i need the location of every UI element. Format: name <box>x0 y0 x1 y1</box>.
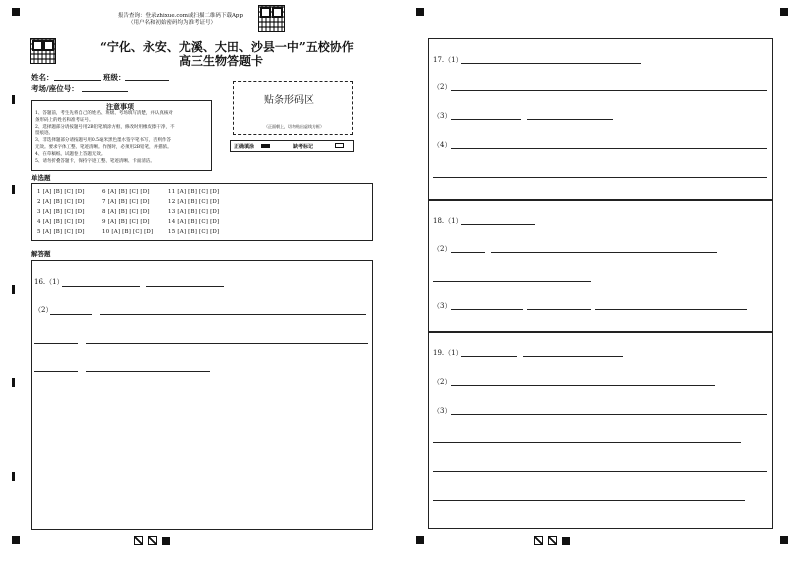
q16-answer-line[interactable] <box>50 314 92 315</box>
mc-item[interactable]: 5 [A] [B] [C] [D] <box>37 229 85 235</box>
corner-mark <box>12 536 20 544</box>
hatch-mark <box>134 536 143 545</box>
q16-answer-line[interactable] <box>34 343 78 344</box>
mc-item[interactable]: 12 [A] [B] [C] [D] <box>168 199 220 205</box>
name-field[interactable] <box>54 80 101 81</box>
room-seat-field[interactable] <box>82 91 128 92</box>
corner-mark <box>780 536 788 544</box>
mc-item[interactable]: 2 [A] [B] [C] [D] <box>37 199 85 205</box>
mc-item[interactable]: 1 [A] [B] [C] [D] <box>37 189 85 195</box>
timing-mark <box>12 95 15 104</box>
name-label: 姓名： <box>31 73 54 82</box>
mc-item[interactable]: 14 [A] [B] [C] [D] <box>168 219 220 225</box>
barcode-hint: （正面朝上，切勿贴出虚线方框） <box>264 124 324 129</box>
answer-box-q19 <box>428 332 773 529</box>
answer-box-q16 <box>31 260 373 530</box>
q17-answer-line[interactable] <box>527 119 613 120</box>
q19-part1-label: 19.（1） <box>433 349 463 357</box>
q18-answer-line[interactable] <box>595 309 747 310</box>
q18-answer-line[interactable] <box>433 281 591 282</box>
mc-item[interactable]: 3 [A] [B] [C] [D] <box>37 209 85 215</box>
notes-box <box>31 100 212 171</box>
q17-part4-label: （4） <box>433 141 452 149</box>
q16-answer-line[interactable] <box>62 286 140 287</box>
hatch-mark <box>148 536 157 545</box>
q19-answer-line[interactable] <box>433 442 741 443</box>
notes-item: 1、答题前，考生先将自己的姓名、班级、考场填写清楚，并认真核对 <box>35 111 173 116</box>
q19-answer-line[interactable] <box>523 356 623 357</box>
q19-answer-line[interactable] <box>461 356 517 357</box>
q18-part2-label: （2） <box>433 245 452 253</box>
room-seat-label: 考场/座位号： <box>31 84 79 93</box>
q17-part1-label: 17.（1） <box>433 56 463 64</box>
barcode-title: 贴条形码区 <box>264 95 314 106</box>
q18-answer-line[interactable] <box>461 224 535 225</box>
mc-item[interactable]: 15 [A] [B] [C] [D] <box>168 229 220 235</box>
qr-code-icon <box>258 5 285 32</box>
q17-part3-label: （3） <box>433 112 452 120</box>
answer-box-q17 <box>428 38 773 200</box>
notes-item: 条形码上的姓名和准考证号。 <box>35 117 94 123</box>
notes-item: 留痕迹。 <box>35 131 53 137</box>
q16-answer-line[interactable] <box>34 371 78 372</box>
mc-item[interactable]: 6 [A] [B] [C] [D] <box>102 189 150 195</box>
q19-part2-label: （2） <box>433 378 452 386</box>
q18-part1-label: 18.（1） <box>433 217 463 225</box>
hatch-mark <box>548 536 557 545</box>
q18-answer-line[interactable] <box>451 309 523 310</box>
answer-section-label: 解答题 <box>31 250 51 258</box>
q19-answer-line[interactable] <box>451 385 715 386</box>
q17-answer-line[interactable] <box>451 90 767 91</box>
q17-answer-line[interactable] <box>433 177 767 178</box>
mc-item[interactable]: 11 [A] [B] [C] [D] <box>168 189 220 195</box>
q17-answer-line[interactable] <box>451 148 767 149</box>
corner-mark <box>12 8 20 16</box>
notes-item: 5、请勿折叠答题卡，保持字迹工整、笔迹清晰、卡面清洁。 <box>35 158 155 164</box>
notes-item: 无效。要求字体工整、笔迹清晰。作图时，必须用2B铅笔，并描浓。 <box>35 144 172 150</box>
block-mark <box>162 537 170 545</box>
report-notice-sub: （用户名和初始密码均为准考证号） <box>128 20 217 26</box>
timing-mark <box>12 285 15 294</box>
mc-item[interactable]: 7 [A] [B] [C] [D] <box>102 199 150 205</box>
class-field[interactable] <box>125 80 169 81</box>
report-notice: 报告查询：登录zhixue.com或扫描二维码下载App <box>118 13 243 19</box>
q16-answer-line[interactable] <box>146 286 224 287</box>
q16-part1-label: 16.（1） <box>34 278 64 286</box>
page-title: “宁化、永安、尤溪、大田、沙县一中”五校协作 <box>100 40 354 54</box>
q16-answer-line[interactable] <box>86 343 368 344</box>
mc-box <box>31 183 373 241</box>
correct-fill-label: 正确填涂 <box>234 144 255 150</box>
mc-item[interactable]: 9 [A] [B] [C] [D] <box>102 219 150 225</box>
q16-answer-line[interactable] <box>86 371 210 372</box>
q18-part3-label: （3） <box>433 302 452 310</box>
timing-mark <box>12 185 15 194</box>
q16-answer-line[interactable] <box>100 314 366 315</box>
mc-item[interactable]: 4 [A] [B] [C] [D] <box>37 219 85 225</box>
qr-code-icon <box>30 38 56 64</box>
correct-fill-sample <box>261 144 270 148</box>
block-mark <box>562 537 570 545</box>
q18-answer-line[interactable] <box>451 252 485 253</box>
q19-answer-line[interactable] <box>433 471 767 472</box>
page-subtitle: 高三生物答题卡 <box>179 54 264 68</box>
absent-mark-box[interactable] <box>335 143 344 148</box>
q18-answer-line[interactable] <box>491 252 717 253</box>
q19-answer-line[interactable] <box>433 500 745 501</box>
class-label: 班级： <box>103 73 126 82</box>
mc-item[interactable]: 13 [A] [B] [C] [D] <box>168 209 220 215</box>
q18-answer-line[interactable] <box>527 309 591 310</box>
q17-answer-line[interactable] <box>451 119 521 120</box>
fill-legend <box>230 140 354 152</box>
q16-part2-label: （2） <box>34 306 53 314</box>
mc-section-label: 单选题 <box>31 174 51 182</box>
mc-item[interactable]: 8 [A] [B] [C] [D] <box>102 209 150 215</box>
barcode-area <box>233 81 353 135</box>
notes-item: 2、选择题部分请按题号用2B铅笔填涂方框，修改时用橡皮擦干净，不 <box>35 124 175 130</box>
q19-part3-label: （3） <box>433 407 452 415</box>
mc-item[interactable]: 10 [A] [B] [C] [D] <box>102 229 154 235</box>
notes-item: 3、非选择题部分请按题号用0.5毫米黑色墨水签字笔书写，否则作答 <box>35 138 172 144</box>
timing-mark <box>12 472 15 481</box>
answer-box-q18 <box>428 200 773 332</box>
q19-answer-line[interactable] <box>451 414 767 415</box>
corner-mark <box>780 8 788 16</box>
notes-item: 4、在草稿纸、试题卷上答题无效。 <box>35 151 106 157</box>
timing-mark <box>12 378 15 387</box>
absent-mark-label: 缺考标记 <box>293 144 314 150</box>
notes-title: 注意事项 <box>106 102 134 111</box>
notes-list <box>35 111 211 165</box>
hatch-mark <box>534 536 543 545</box>
q17-answer-line[interactable] <box>461 63 641 64</box>
q17-part2-label: （2） <box>433 83 452 91</box>
corner-mark <box>416 536 424 544</box>
corner-mark <box>416 8 424 16</box>
